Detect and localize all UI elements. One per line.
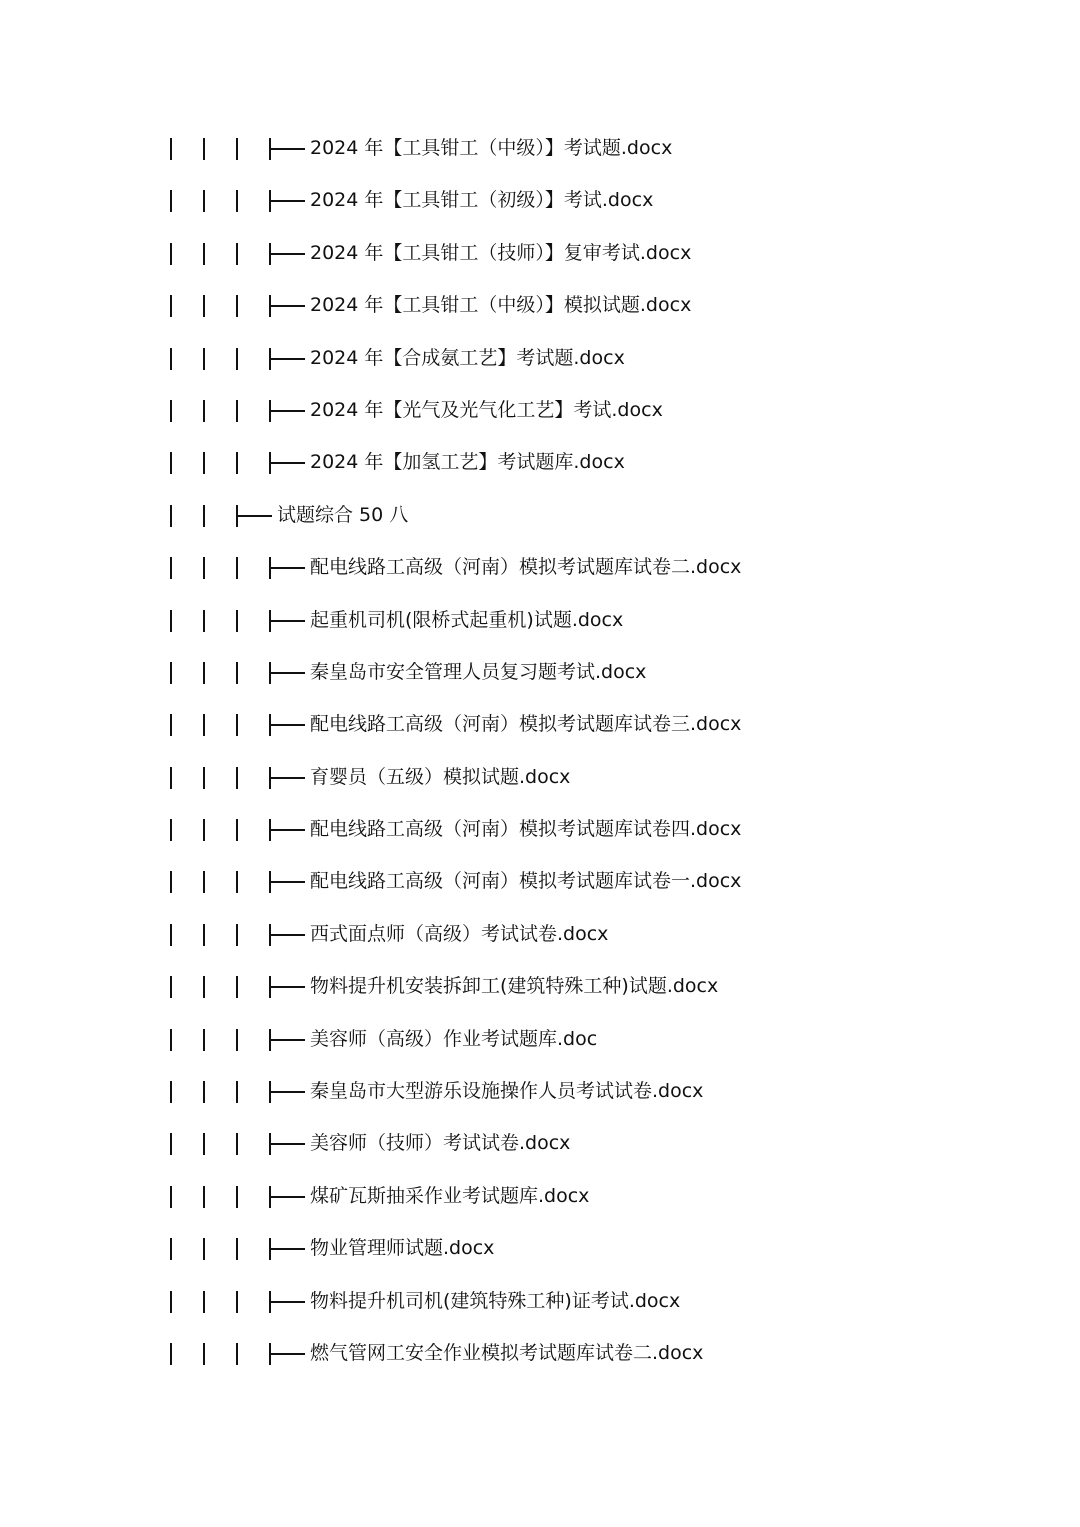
tree-row-file[interactable] [0, 594, 1080, 646]
file-name: 2024 年【工具钳工（中级）】考试题.docx [310, 137, 673, 159]
file-name: 2024 年【加氢工艺】考试题库.docx [310, 451, 625, 474]
tree-vertical-line [236, 190, 238, 212]
tree-vertical-line [236, 400, 238, 422]
tree-vertical-line [203, 1029, 205, 1051]
tree-branch-arm [269, 986, 305, 988]
tree-vertical-line [170, 976, 172, 998]
tree-row-file[interactable] [0, 174, 1080, 226]
tree-branch-connector [269, 557, 311, 579]
tree-row-file[interactable] [0, 1065, 1080, 1117]
tree-vertical-line [236, 348, 238, 370]
tree-vertical-line [203, 610, 205, 632]
tree-row-file[interactable] [0, 122, 1080, 174]
tree-branch-connector [269, 976, 311, 998]
tree-branch-arm [269, 829, 305, 831]
file-name: 美容师（高级）作业考试题库.doc [310, 1027, 598, 1050]
file-name: 2024 年【工具钳工（初级）】考试.docx [310, 189, 654, 212]
tree-row-file[interactable] [0, 541, 1080, 593]
tree-vertical-line [203, 1343, 205, 1365]
tree-vertical-line [203, 714, 205, 736]
tree-vertical-line [203, 295, 205, 317]
file-name: 配电线路工高级（河南）模拟考试题库试卷二.docx [310, 556, 742, 579]
tree-branch-arm [269, 1196, 305, 1198]
tree-vertical-line [236, 557, 238, 579]
tree-branch-connector [269, 1133, 311, 1155]
tree-vertical-line [236, 1029, 238, 1051]
tree-branch-connector [269, 452, 311, 474]
tree-row-file[interactable] [0, 646, 1080, 698]
tree-row-file[interactable] [0, 1117, 1080, 1169]
tree-branch-arm [269, 881, 305, 883]
tree-row-file[interactable] [0, 1222, 1080, 1274]
tree-vertical-line [170, 610, 172, 632]
file-name: 物业管理师试题.docx [310, 1237, 495, 1260]
tree-branch-arm [269, 410, 305, 412]
tree-vertical-line [170, 1186, 172, 1208]
tree-branch-arm [269, 1301, 305, 1303]
tree-row-file[interactable] [0, 227, 1080, 279]
tree-branch-connector [269, 1081, 311, 1103]
file-name: 配电线路工高级（河南）模拟考试题库试卷三.docx [310, 713, 742, 736]
tree-branch-arm [269, 620, 305, 622]
tree-branch-arm [269, 200, 305, 202]
tree-vertical-line [170, 400, 172, 422]
tree-vertical-line [236, 924, 238, 946]
tree-row-file[interactable] [0, 960, 1080, 1012]
file-name: 秦皇岛市大型游乐设施操作人员考试试卷.docx [310, 1080, 704, 1103]
tree-vertical-line [170, 138, 172, 160]
tree-vertical-line [236, 610, 238, 632]
tree-vertical-line [170, 767, 172, 789]
tree-branch-connector [236, 505, 278, 527]
tree-branch-arm [269, 777, 305, 779]
tree-vertical-line [236, 871, 238, 893]
tree-row-file[interactable] [0, 279, 1080, 331]
tree-branch-connector [269, 714, 311, 736]
tree-branch-arm [269, 724, 305, 726]
tree-vertical-line [203, 557, 205, 579]
tree-branch-connector [269, 871, 311, 893]
tree-row-file[interactable] [0, 436, 1080, 488]
tree-branch-connector [269, 400, 311, 422]
tree-vertical-line [203, 243, 205, 265]
file-name: 2024 年【光气及光气化工艺】考试.docx [310, 398, 663, 421]
tree-row-file[interactable] [0, 384, 1080, 436]
tree-vertical-line [170, 505, 172, 527]
tree-vertical-line [236, 819, 238, 841]
tree-vertical-line [236, 1133, 238, 1155]
tree-branch-connector [269, 767, 311, 789]
tree-vertical-line [170, 1291, 172, 1313]
tree-vertical-line [236, 138, 238, 160]
file-tree [0, 122, 1080, 1379]
tree-vertical-line [170, 348, 172, 370]
file-name: 配电线路工高级（河南）模拟考试题库试卷一.docx [310, 870, 742, 893]
tree-vertical-line [203, 662, 205, 684]
tree-branch-connector [269, 924, 311, 946]
tree-branch-arm [269, 672, 305, 674]
tree-vertical-line [203, 400, 205, 422]
tree-vertical-line [170, 452, 172, 474]
tree-vertical-line [170, 1343, 172, 1365]
tree-branch-arm [269, 1353, 305, 1355]
tree-branch-connector [269, 1238, 311, 1260]
file-name: 秦皇岛市安全管理人员复习题考试.docx [310, 660, 647, 683]
file-name: 2024 年【工具钳工（技师）】复审考试.docx [310, 241, 692, 264]
tree-branch-arm [269, 148, 305, 150]
tree-branch-connector [269, 610, 311, 632]
tree-branch-connector [269, 190, 311, 212]
tree-vertical-line [170, 871, 172, 893]
tree-row-file[interactable] [0, 332, 1080, 384]
file-name: 物料提升机安装拆卸工(建筑特殊工种)试题.docx [310, 975, 719, 998]
tree-vertical-line [203, 924, 205, 946]
tree-row-file[interactable] [0, 1170, 1080, 1222]
tree-vertical-line [170, 1133, 172, 1155]
tree-vertical-line [203, 767, 205, 789]
tree-vertical-line [236, 1186, 238, 1208]
tree-branch-arm [269, 462, 305, 464]
file-name: 配电线路工高级（河南）模拟考试题库试卷四.docx [310, 818, 742, 841]
tree-branch-connector [269, 243, 311, 265]
tree-vertical-line [170, 190, 172, 212]
tree-branch-connector [269, 819, 311, 841]
file-name: 起重机司机(限桥式起重机)试题.docx [310, 608, 624, 631]
tree-row-file[interactable] [0, 1327, 1080, 1379]
tree-branch-arm [269, 1248, 305, 1250]
tree-vertical-line [203, 819, 205, 841]
tree-branch-arm [269, 1091, 305, 1093]
tree-branch-connector [269, 1343, 311, 1365]
tree-vertical-line [203, 1291, 205, 1313]
tree-branch-connector [269, 138, 311, 160]
tree-branch-connector [269, 1291, 311, 1313]
tree-row-file[interactable] [0, 908, 1080, 960]
file-name: 2024 年【合成氨工艺】考试题.docx [310, 346, 625, 369]
tree-row-file[interactable] [0, 803, 1080, 855]
file-name: 育婴员（五级）模拟试题.docx [310, 765, 571, 788]
tree-vertical-line [203, 452, 205, 474]
tree-vertical-line [203, 348, 205, 370]
tree-vertical-line [170, 662, 172, 684]
tree-vertical-line [236, 662, 238, 684]
tree-vertical-line [170, 1238, 172, 1260]
folder-name: 试题综合 50 八 [277, 503, 409, 526]
tree-branch-connector [269, 348, 311, 370]
tree-vertical-line [170, 714, 172, 736]
tree-vertical-line [170, 295, 172, 317]
file-name: 西式面点师（高级）考试试卷.docx [310, 922, 609, 945]
tree-vertical-line [170, 243, 172, 265]
tree-vertical-line [203, 190, 205, 212]
file-name: 美容师（技师）考试试卷.docx [310, 1132, 571, 1155]
tree-vertical-line [170, 1081, 172, 1103]
tree-branch-arm [269, 253, 305, 255]
tree-vertical-line [203, 1238, 205, 1260]
file-name: 煤矿瓦斯抽采作业考试题库.docx [310, 1184, 590, 1207]
tree-branch-connector [269, 1029, 311, 1051]
tree-vertical-line [170, 1029, 172, 1051]
file-name: 物料提升机司机(建筑特殊工种)证考试.docx [310, 1289, 681, 1312]
tree-row-file[interactable] [0, 751, 1080, 803]
file-name: 2024 年【工具钳工（中级）】模拟试题.docx [310, 294, 692, 317]
tree-branch-arm [269, 358, 305, 360]
tree-branch-arm [269, 305, 305, 307]
tree-vertical-line [203, 505, 205, 527]
tree-vertical-line [236, 295, 238, 317]
tree-branch-arm [269, 1143, 305, 1145]
tree-row-file[interactable] [0, 1275, 1080, 1327]
tree-branch-connector [269, 662, 311, 684]
tree-vertical-line [203, 1186, 205, 1208]
tree-branch-connector [269, 295, 311, 317]
tree-vertical-line [170, 924, 172, 946]
tree-vertical-line [236, 1291, 238, 1313]
tree-row-file[interactable] [0, 1013, 1080, 1065]
tree-vertical-line [236, 243, 238, 265]
tree-vertical-line [203, 976, 205, 998]
tree-vertical-line [203, 1081, 205, 1103]
tree-vertical-line [170, 557, 172, 579]
tree-row-folder[interactable] [0, 489, 1080, 541]
tree-vertical-line [170, 819, 172, 841]
tree-vertical-line [203, 1133, 205, 1155]
tree-row-file[interactable] [0, 855, 1080, 907]
tree-vertical-line [236, 1343, 238, 1365]
file-name: 燃气管网工安全作业模拟考试题库试卷二.docx [310, 1341, 704, 1364]
tree-branch-arm [269, 567, 305, 569]
tree-vertical-line [236, 1238, 238, 1260]
tree-vertical-line [203, 871, 205, 893]
tree-branch-arm [269, 1039, 305, 1041]
tree-branch-connector [269, 1186, 311, 1208]
tree-vertical-line [236, 714, 238, 736]
tree-branch-arm [269, 934, 305, 936]
tree-row-file[interactable] [0, 698, 1080, 750]
tree-vertical-line [236, 452, 238, 474]
tree-vertical-line [203, 138, 205, 160]
tree-vertical-line [236, 767, 238, 789]
tree-branch-arm [236, 515, 272, 517]
tree-vertical-line [236, 976, 238, 998]
tree-vertical-line [236, 1081, 238, 1103]
